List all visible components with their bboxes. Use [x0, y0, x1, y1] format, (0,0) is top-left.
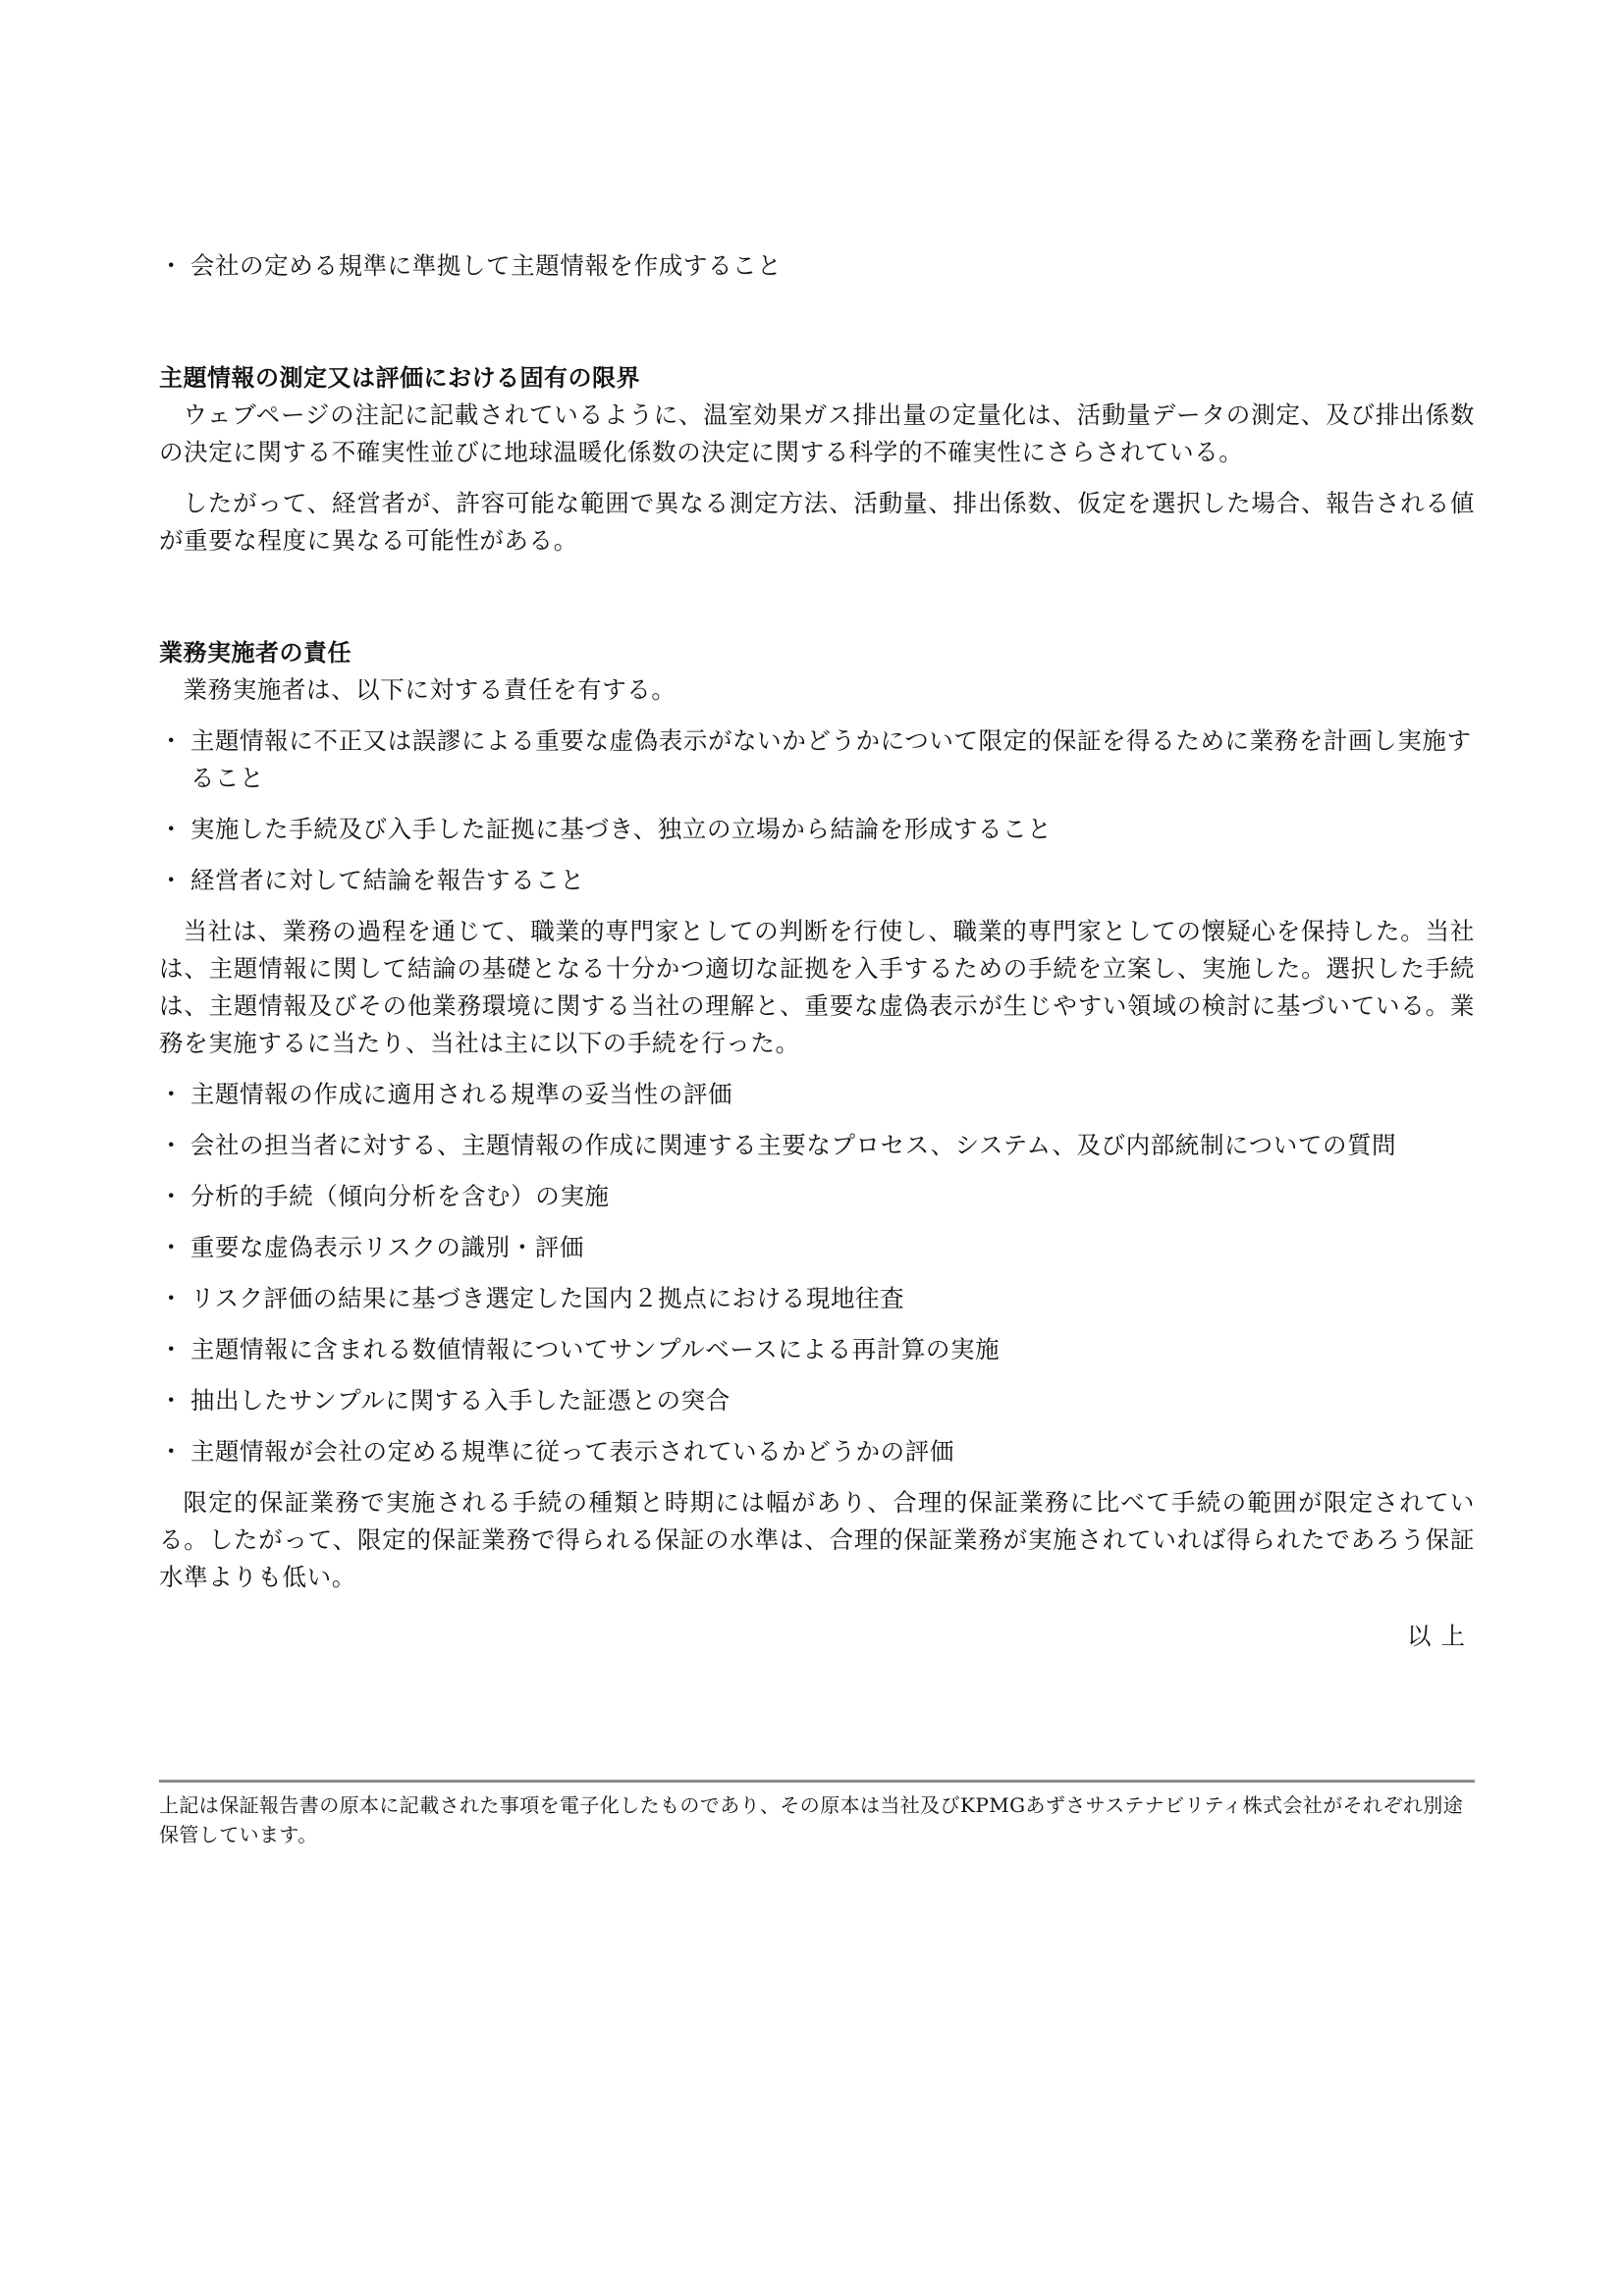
procedures-list — [159, 1076, 1475, 1470]
section-spacer — [159, 573, 1475, 634]
bullet-glyph: ・ — [159, 815, 185, 843]
list-item — [159, 811, 1475, 848]
list-item — [159, 1127, 1475, 1164]
bullet-glyph: ・ — [159, 251, 185, 280]
list-item-text: 会社の担当者に対する、主題情報の作成に関連する主要なプロセス、システム、及び内部統制についての質問 — [189, 1131, 1397, 1159]
list-item-text: リスク評価の結果に基づき選定した国内２拠点における現地往査 — [189, 1284, 905, 1312]
list-item — [159, 1076, 1475, 1113]
paragraph: 業務実施者は、以下に対する責任を有する。 — [183, 675, 677, 704]
list-item — [159, 1433, 1475, 1470]
bullet-glyph: ・ — [159, 1233, 185, 1261]
list-item — [159, 862, 1475, 899]
list-item-text: 抽出したサンプルに関する入手した証憑との突合 — [189, 1386, 731, 1415]
intro-bullet-list — [159, 247, 1475, 285]
bullet-glyph: ・ — [159, 1284, 185, 1312]
closing-mark: 以上 — [1407, 1622, 1475, 1650]
paragraph: したがって、経営者が、許容可能な範囲で異なる測定方法、活動量、排出係数、仮定を選択した場合、報告される値が重要な程度に異なる可能性がある。 — [159, 489, 1475, 555]
list-item-text: 実施した手続及び入手した証拠に基づき、独立の立場から結論を形成すること — [189, 815, 1053, 843]
list-item — [159, 1280, 1475, 1317]
paragraph: 限定的保証業務で実施される手続の種類と時期には幅があり、合理的保証業務に比べて手続の範囲が限定されている。したがって、限定的保証業務で得られる保証の水準は、合理的保証業務が実施されていれば得られたであろう保証水準よりも低い。 — [159, 1488, 1475, 1591]
bullet-glyph: ・ — [159, 726, 185, 755]
list-item — [159, 247, 1475, 285]
paragraph: 当社は、業務の過程を通じて、職業的専門家としての判断を行使し、職業的専門家としての懐疑心を保持した。当社は、主題情報に関して結論の基礎となる十分かつ適切な証拠を入手するための手続を立案し、実施した。選択した手続は、主題情報及びその他業務環境に関する当社の理解と、重要な虚偽表示が生じやすい領域の検討に基づいている。業務を実施するに当たり、当社は主に以下の手続を行った。 — [159, 917, 1475, 1057]
footer-divider — [159, 1780, 1475, 1783]
footer-note: 上記は保証報告書の原本に記載された事項を電子化したものであり、その原本は当社及びKPMGあずさサステナビリティ株式会社がそれぞれ別途保管しています。 — [159, 1793, 1464, 1846]
bullet-glyph: ・ — [159, 1335, 185, 1363]
list-item — [159, 1229, 1475, 1266]
section-spacer — [159, 298, 1475, 359]
list-item — [159, 1382, 1475, 1419]
list-item — [159, 722, 1475, 797]
list-item-text: 経営者に対して結論を報告すること — [189, 866, 585, 894]
paragraph: ウェブページの注記に記載されているように、温室効果ガス排出量の定量化は、活動量データの測定、及び排出係数の決定に関する不確実性並びに地球温暖化係数の決定に関する科学的不確実性にさらされている。 — [159, 400, 1475, 466]
bullet-glyph: ・ — [159, 866, 185, 894]
document-body — [159, 247, 1475, 1655]
list-item-text: 主題情報に不正又は誤謬による重要な虚偽表示がないかどうかについて限定的保証を得るために業務を計画し実施すること — [189, 726, 1472, 792]
list-item-text: 会社の定める規準に準拠して主題情報を作成すること — [189, 251, 783, 280]
list-item-text: 主題情報の作成に適用される規準の妥当性の評価 — [189, 1080, 733, 1108]
section-heading: 業務実施者の責任 — [159, 639, 352, 667]
list-item-text: 分析的手続（傾向分析を含む）の実施 — [189, 1182, 610, 1210]
bullet-glyph: ・ — [159, 1080, 185, 1108]
bullet-glyph: ・ — [159, 1182, 185, 1210]
section-inherent-limitations — [159, 359, 1475, 560]
section-heading: 主題情報の測定又は評価における固有の限界 — [159, 364, 640, 392]
list-item — [159, 1331, 1475, 1368]
bullet-glyph: ・ — [159, 1131, 185, 1159]
list-item-text: 主題情報に含まれる数値情報についてサンプルベースによる再計算の実施 — [189, 1335, 1001, 1363]
bullet-glyph: ・ — [159, 1386, 185, 1415]
section-practitioner-responsibility — [159, 634, 1475, 1596]
list-item-text: 主題情報が会社の定める規準に従って表示されているかどうかの評価 — [189, 1437, 954, 1466]
responsibility-list — [159, 722, 1475, 899]
list-item-text: 重要な虚偽表示リスクの識別・評価 — [189, 1233, 584, 1261]
bullet-glyph: ・ — [159, 1437, 185, 1466]
list-item — [159, 1178, 1475, 1215]
